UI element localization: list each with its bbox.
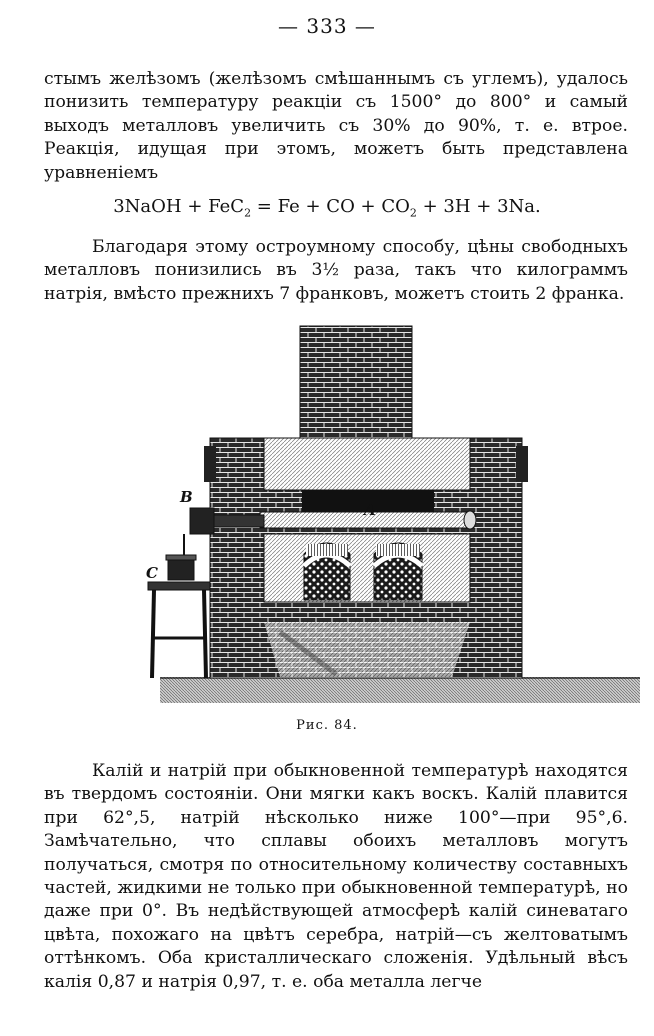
- equation-left-subscript: 2: [244, 206, 252, 220]
- page-number: — 333 —: [278, 14, 376, 38]
- label-c: C: [146, 564, 158, 582]
- furnace-illustration: [146, 322, 640, 714]
- equation-left: 3NaOH + FeC: [113, 196, 245, 217]
- paragraph-1: стымъ желѣзомъ (желѣзомъ смѣшаннымъ съ углемъ), удалось понизить температуру реакціи съ 1500° до 800° и самый выходъ металловъ увеличить съ 30% до 90%, т. е. втрое. Реакція, идущая при этомъ, можетъ быть представлена уравненіемъ: [44, 69, 628, 183]
- figure-caption: Рис. 84.: [296, 718, 358, 733]
- chemical-equation: [0, 196, 654, 220]
- equation-right-b: + 3H + 3Na.: [416, 196, 541, 217]
- equation-equals: =: [251, 196, 278, 217]
- equation-right-subscript: 2: [409, 206, 417, 220]
- label-b: B: [180, 488, 193, 506]
- equation-right-a: Fe + CO + CO: [277, 196, 410, 217]
- paragraph-3: Калій и натрій при обыкновенной температурѣ находятся въ твердомъ состояніи. Они мягки какъ воскъ. Калій плавится при 62°,5, натрій нѣсколько ниже 100°—при 95°,6. Замѣчательно, что сплавы обоихъ металловъ могутъ получаться, смотря по относительному количеству составныхъ частей, жидкими не только при обыкновенной температурѣ, но даже при 0°. Въ недѣйствующей атмосферѣ калій синеватаго цвѣта, похожаго на цвѣтъ серебра, натрій—съ желтоватымъ оттѣнкомъ. Оба кристаллическаго сложенія. Удѣльный вѣсъ калія 0,87 и натрія 0,97, т. е. оба металла легче: [44, 761, 628, 992]
- paragraph-2: Благодаря этому остроумному способу, цѣны свободныхъ металловъ понизились въ 3½ раза, такъ что килограммъ натрія, вмѣсто прежнихъ 7 франковъ, можетъ стоить 2 франка.: [44, 237, 628, 304]
- label-a: A: [364, 501, 376, 519]
